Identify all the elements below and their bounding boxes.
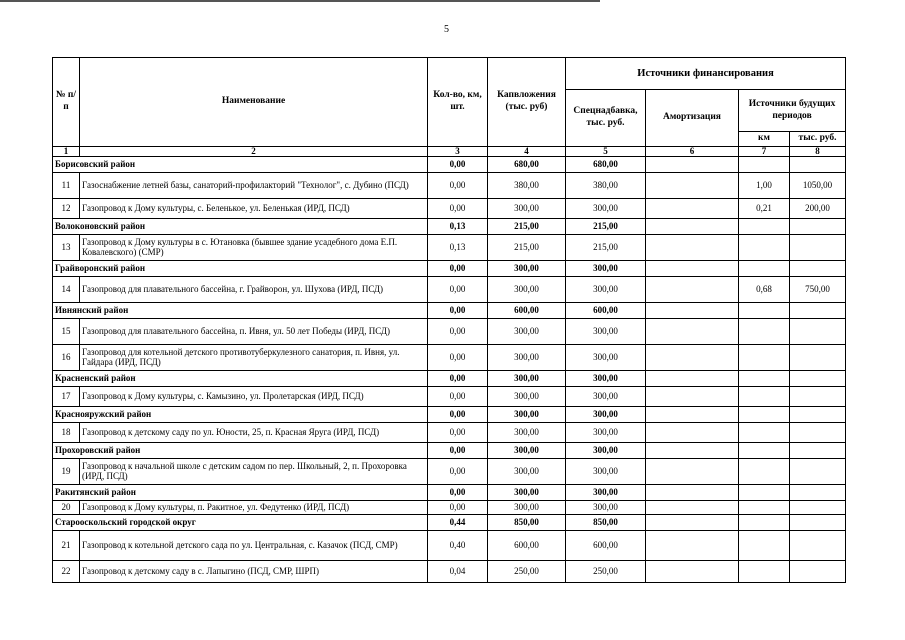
capital-cell: 300,00 [488, 458, 566, 484]
amortization-cell [646, 302, 739, 318]
qty-cell: 0,13 [428, 218, 488, 234]
amortization-cell [646, 514, 739, 530]
district-row [53, 370, 846, 386]
qty-cell: 0,00 [428, 422, 488, 442]
column-number-row [53, 146, 846, 156]
project-row [53, 500, 846, 514]
capital-cell: 250,00 [488, 560, 566, 582]
amortization-cell [646, 458, 739, 484]
qty-cell: 0,00 [428, 370, 488, 386]
project-row [53, 318, 846, 344]
capital-cell: 300,00 [488, 344, 566, 370]
surcharge-cell: 300,00 [566, 386, 646, 406]
project-name: Газопровод к детскому саду в с. Лапыгино (ПСД, СМР, ШРП) [80, 560, 428, 582]
district-name: Краснояружский район [53, 406, 428, 422]
qty-cell: 0,00 [428, 302, 488, 318]
district-row [53, 442, 846, 458]
district-row [53, 302, 846, 318]
row-number: 21 [53, 530, 80, 560]
qty-cell: 0,00 [428, 172, 488, 198]
district-name: Ракитянский район [53, 484, 428, 500]
district-row [53, 484, 846, 500]
qty-cell: 0,04 [428, 560, 488, 582]
district-name: Волоконовский район [53, 218, 428, 234]
capital-cell: 380,00 [488, 172, 566, 198]
col-number: 3 [428, 146, 488, 156]
qty-cell: 0,00 [428, 484, 488, 500]
km-cell [739, 406, 790, 422]
km-cell [739, 318, 790, 344]
rub-cell: 200,00 [790, 198, 846, 218]
capital-cell: 680,00 [488, 156, 566, 172]
district-row [53, 218, 846, 234]
amortization-cell [646, 198, 739, 218]
surcharge-cell: 215,00 [566, 234, 646, 260]
project-name: Газопровод для котельной детского противотуберкулезного санатория, п. Ивня, ул. Гайдара (ИРД, ПСД) [80, 344, 428, 370]
km-cell [739, 370, 790, 386]
rub-cell [790, 406, 846, 422]
km-cell: 0,68 [739, 276, 790, 302]
qty-cell: 0,00 [428, 344, 488, 370]
surcharge-cell: 215,00 [566, 218, 646, 234]
capital-cell: 300,00 [488, 198, 566, 218]
district-row [53, 406, 846, 422]
capital-cell: 215,00 [488, 218, 566, 234]
rub-cell [790, 514, 846, 530]
surcharge-cell: 300,00 [566, 500, 646, 514]
header-surcharge: Спецнадбавка, тыс. руб. [566, 90, 646, 147]
km-cell [739, 500, 790, 514]
district-row [53, 156, 846, 172]
km-cell: 0,21 [739, 198, 790, 218]
rub-cell [790, 344, 846, 370]
qty-cell: 0,00 [428, 458, 488, 484]
surcharge-cell: 300,00 [566, 484, 646, 500]
project-name: Газопровод к начальной школе с детским садом по пер. Школьный, 2, п. Прохоровка (ИРД, ПСД) [80, 458, 428, 484]
rub-cell: 750,00 [790, 276, 846, 302]
qty-cell: 0,00 [428, 260, 488, 276]
capital-cell: 600,00 [488, 530, 566, 560]
rub-cell [790, 560, 846, 582]
rub-cell [790, 500, 846, 514]
capital-cell: 300,00 [488, 442, 566, 458]
capital-cell: 300,00 [488, 422, 566, 442]
amortization-cell [646, 442, 739, 458]
row-number: 12 [53, 198, 80, 218]
surcharge-cell: 300,00 [566, 406, 646, 422]
col-number: 2 [80, 146, 428, 156]
col-number: 6 [646, 146, 739, 156]
capital-cell: 215,00 [488, 234, 566, 260]
surcharge-cell: 300,00 [566, 344, 646, 370]
financing-table [52, 57, 846, 583]
amortization-cell [646, 484, 739, 500]
row-number: 22 [53, 560, 80, 582]
col-number: 8 [790, 146, 846, 156]
rub-cell [790, 234, 846, 260]
project-row [53, 344, 846, 370]
project-row [53, 530, 846, 560]
row-number: 17 [53, 386, 80, 406]
km-cell: 1,00 [739, 172, 790, 198]
project-row [53, 560, 846, 582]
surcharge-cell: 300,00 [566, 370, 646, 386]
rub-cell [790, 156, 846, 172]
amortization-cell [646, 318, 739, 344]
qty-cell: 0,00 [428, 406, 488, 422]
row-number: 15 [53, 318, 80, 344]
qty-cell: 0,44 [428, 514, 488, 530]
district-name: Грайворонский район [53, 260, 428, 276]
project-name: Газопровод к котельной детского сада по ул. Центральная, с. Казачок (ПСД, СМР) [80, 530, 428, 560]
km-cell [739, 386, 790, 406]
capital-cell: 300,00 [488, 500, 566, 514]
district-name: Красненский район [53, 370, 428, 386]
project-row [53, 234, 846, 260]
rub-cell [790, 318, 846, 344]
header-name: Наименование [80, 58, 428, 147]
project-name: Газопровод к Дому культуры, п. Ракитное, ул. Федутенко (ИРД, ПСД) [80, 500, 428, 514]
surcharge-cell: 300,00 [566, 458, 646, 484]
project-name: Газопровод для плавательного бассейна, п. Ивня, ул. 50 лет Победы (ИРД, ПСД) [80, 318, 428, 344]
qty-cell: 0,00 [428, 386, 488, 406]
district-name: Борисовский район [53, 156, 428, 172]
rub-cell: 1050,00 [790, 172, 846, 198]
km-cell [739, 344, 790, 370]
project-name: Газопровод к Дому культуры в с. Ютановка (бывшее здание усадебного дома Е.П. Ковалевского) (СМР) [80, 234, 428, 260]
qty-cell: 0,00 [428, 156, 488, 172]
amortization-cell [646, 260, 739, 276]
project-row [53, 198, 846, 218]
row-number: 11 [53, 172, 80, 198]
qty-cell: 0,00 [428, 198, 488, 218]
amortization-cell [646, 406, 739, 422]
amortization-cell [646, 500, 739, 514]
row-number: 20 [53, 500, 80, 514]
surcharge-cell: 680,00 [566, 156, 646, 172]
capital-cell: 300,00 [488, 370, 566, 386]
project-name: Газопровод для плавательного бассейна, г. Грайворон, ул. Шухова (ИРД, ПСД) [80, 276, 428, 302]
rub-cell [790, 218, 846, 234]
km-cell [739, 302, 790, 318]
capital-cell: 300,00 [488, 386, 566, 406]
row-number: 18 [53, 422, 80, 442]
capital-cell: 600,00 [488, 302, 566, 318]
capital-cell: 300,00 [488, 406, 566, 422]
header-km: км [739, 132, 790, 147]
header-sources: Источники финансирования [566, 58, 846, 90]
project-name: Газоснабжение летней базы, санаторий-профилакторий "Технолог", с. Дубино (ПСД) [80, 172, 428, 198]
project-row [53, 172, 846, 198]
district-name: Ивнянский район [53, 302, 428, 318]
header-thousand-rub: тыс. руб. [790, 132, 846, 147]
surcharge-cell: 300,00 [566, 422, 646, 442]
amortization-cell [646, 386, 739, 406]
rub-cell [790, 442, 846, 458]
project-row [53, 276, 846, 302]
rub-cell [790, 386, 846, 406]
district-row [53, 260, 846, 276]
header-future-periods: Источники будущих периодов [739, 90, 846, 132]
row-number: 19 [53, 458, 80, 484]
amortization-cell [646, 276, 739, 302]
row-number: 14 [53, 276, 80, 302]
surcharge-cell: 850,00 [566, 514, 646, 530]
surcharge-cell: 600,00 [566, 530, 646, 560]
amortization-cell [646, 344, 739, 370]
amortization-cell [646, 560, 739, 582]
surcharge-cell: 300,00 [566, 276, 646, 302]
surcharge-cell: 380,00 [566, 172, 646, 198]
km-cell [739, 442, 790, 458]
rub-cell [790, 370, 846, 386]
capital-cell: 300,00 [488, 276, 566, 302]
project-name: Газопровод к Дому культуры, с. Камызино, ул. Пролетарская (ИРД, ПСД) [80, 386, 428, 406]
capital-cell: 300,00 [488, 484, 566, 500]
col-number: 4 [488, 146, 566, 156]
rub-cell [790, 302, 846, 318]
col-number: 7 [739, 146, 790, 156]
km-cell [739, 484, 790, 500]
km-cell [739, 218, 790, 234]
district-row [53, 514, 846, 530]
km-cell [739, 458, 790, 484]
km-cell [739, 530, 790, 560]
capital-cell: 850,00 [488, 514, 566, 530]
row-number: 16 [53, 344, 80, 370]
page-number: 5 [444, 24, 449, 35]
km-cell [739, 234, 790, 260]
km-cell [739, 156, 790, 172]
qty-cell: 0,00 [428, 318, 488, 344]
amortization-cell [646, 530, 739, 560]
surcharge-cell: 250,00 [566, 560, 646, 582]
surcharge-cell: 300,00 [566, 260, 646, 276]
rub-cell [790, 458, 846, 484]
row-number: 13 [53, 234, 80, 260]
project-row [53, 458, 846, 484]
header-num: № п/п [53, 58, 80, 147]
amortization-cell [646, 218, 739, 234]
header-capital: Капвложения (тыс. руб) [488, 58, 566, 147]
qty-cell: 0,40 [428, 530, 488, 560]
top-rule [0, 0, 600, 2]
surcharge-cell: 300,00 [566, 198, 646, 218]
rub-cell [790, 484, 846, 500]
rub-cell [790, 260, 846, 276]
header-amortization: Амортизация [646, 90, 739, 147]
km-cell [739, 260, 790, 276]
km-cell [739, 560, 790, 582]
district-name: Прохоровский район [53, 442, 428, 458]
qty-cell: 0,00 [428, 500, 488, 514]
rub-cell [790, 530, 846, 560]
amortization-cell [646, 234, 739, 260]
km-cell [739, 514, 790, 530]
project-row [53, 386, 846, 406]
project-row [53, 422, 846, 442]
qty-cell: 0,00 [428, 276, 488, 302]
amortization-cell [646, 156, 739, 172]
capital-cell: 300,00 [488, 318, 566, 344]
qty-cell: 0,00 [428, 442, 488, 458]
col-number: 5 [566, 146, 646, 156]
capital-cell: 300,00 [488, 260, 566, 276]
col-number: 1 [53, 146, 80, 156]
header-qty: Кол-во, км, шт. [428, 58, 488, 147]
project-name: Газопровод к детскому саду по ул. Юности, 25, п. Красная Яруга (ИРД, ПСД) [80, 422, 428, 442]
surcharge-cell: 300,00 [566, 442, 646, 458]
surcharge-cell: 300,00 [566, 318, 646, 344]
surcharge-cell: 600,00 [566, 302, 646, 318]
district-name: Старооскольский городской округ [53, 514, 428, 530]
amortization-cell [646, 172, 739, 198]
amortization-cell [646, 422, 739, 442]
project-name: Газопровод к Дому культуры, с. Беленькое, ул. Беленькая (ИРД, ПСД) [80, 198, 428, 218]
amortization-cell [646, 370, 739, 386]
qty-cell: 0,13 [428, 234, 488, 260]
km-cell [739, 422, 790, 442]
rub-cell [790, 422, 846, 442]
